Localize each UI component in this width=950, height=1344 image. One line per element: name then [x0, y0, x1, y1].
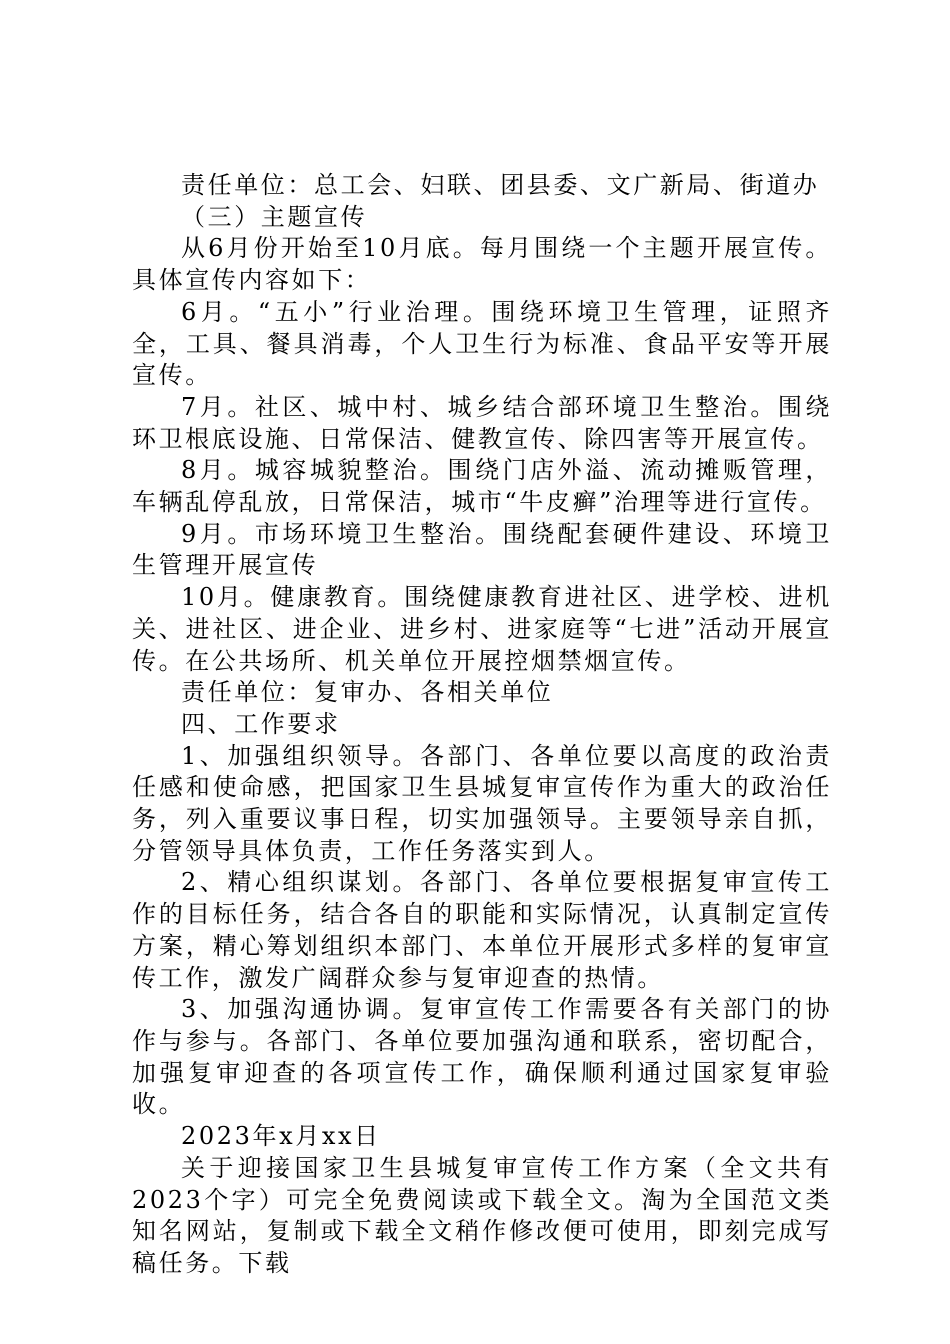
- document-date: 2023年x月xx日: [181, 1122, 381, 1151]
- section-heading-theme-publicity: （三）主题宣传: [181, 202, 368, 231]
- paragraph-july: 7月。社区、城中村、城乡结合部环境卫生整治。围绕环卫根底设施、日常保洁、健教宣传、除四害等开展宣传。: [132, 392, 832, 453]
- paragraph-requirement-3: 3、加强沟通协调。复审宣传工作需要各有关部门的协作与参与。各部门、各单位要加强沟通和联系，密切配合，加强复审迎查的各项宣传工作，确保顺利通过国家复审验收。: [132, 995, 832, 1119]
- paragraph-responsible-units-1: 责任单位：总工会、妇联、团县委、文广新局、街道办: [181, 171, 820, 199]
- paragraph-download-note: 关于迎接国家卫生县城复审宣传工作方案（全文共有2023个字）可完全免费阅读或下载全文。淘为全国范文类知名网站，复制或下载全文稍作修改便可使用，即刻完成写稿任务。下载: [132, 1153, 832, 1277]
- paragraph-requirement-1: 1、加强组织领导。各部门、各单位要以高度的政治责任感和使命感，把国家卫生县城复审宣传作为重大的政治任务，列入重要议事日程，切实加强领导。主要领导亲自抓，分管领导具体负责，工作任务落实到人。: [132, 741, 832, 865]
- paragraph-september: 9月。市场环境卫生整治。围绕配套硬件建设、环境卫生管理开展宣传: [132, 519, 832, 580]
- paragraph-october: 10月。健康教育。围绕健康教育进社区、进学校、进机关、进社区、进企业、进乡村、进家庭等“七进”活动开展宣传。在公共场所、机关单位开展控烟禁烟宣传。: [132, 583, 832, 675]
- paragraph-schedule-intro: 从6月份开始至10月底。每月围绕一个主题开展宣传。具体宣传内容如下：: [132, 234, 832, 295]
- paragraph-requirement-2: 2、精心组织谋划。各部门、各单位要根据复审宣传工作的目标任务，结合各自的职能和实际情况，认真制定宣传方案，精心筹划组织本部门、本单位开展形式多样的复审宣传工作，激发广阔群众参与复审迎查的热情。: [132, 868, 832, 992]
- document-body: [132, 170, 832, 1280]
- paragraph-responsible-units-2: 责任单位：复审办、各相关单位: [181, 678, 554, 707]
- paragraph-june: 6月。“五小”行业治理。围绕环境卫生管理，证照齐全，工具、餐具消毒，个人卫生行为标准、食品平安等开展宣传。: [132, 297, 832, 390]
- paragraph-august: 8月。城容城貌整治。围绕门店外溢、流动摊贩管理，车辆乱停乱放，日常保洁，城市“牛皮癣”治理等进行宣传。: [132, 456, 832, 517]
- section-heading-work-requirements: 四、工作要求: [181, 709, 341, 738]
